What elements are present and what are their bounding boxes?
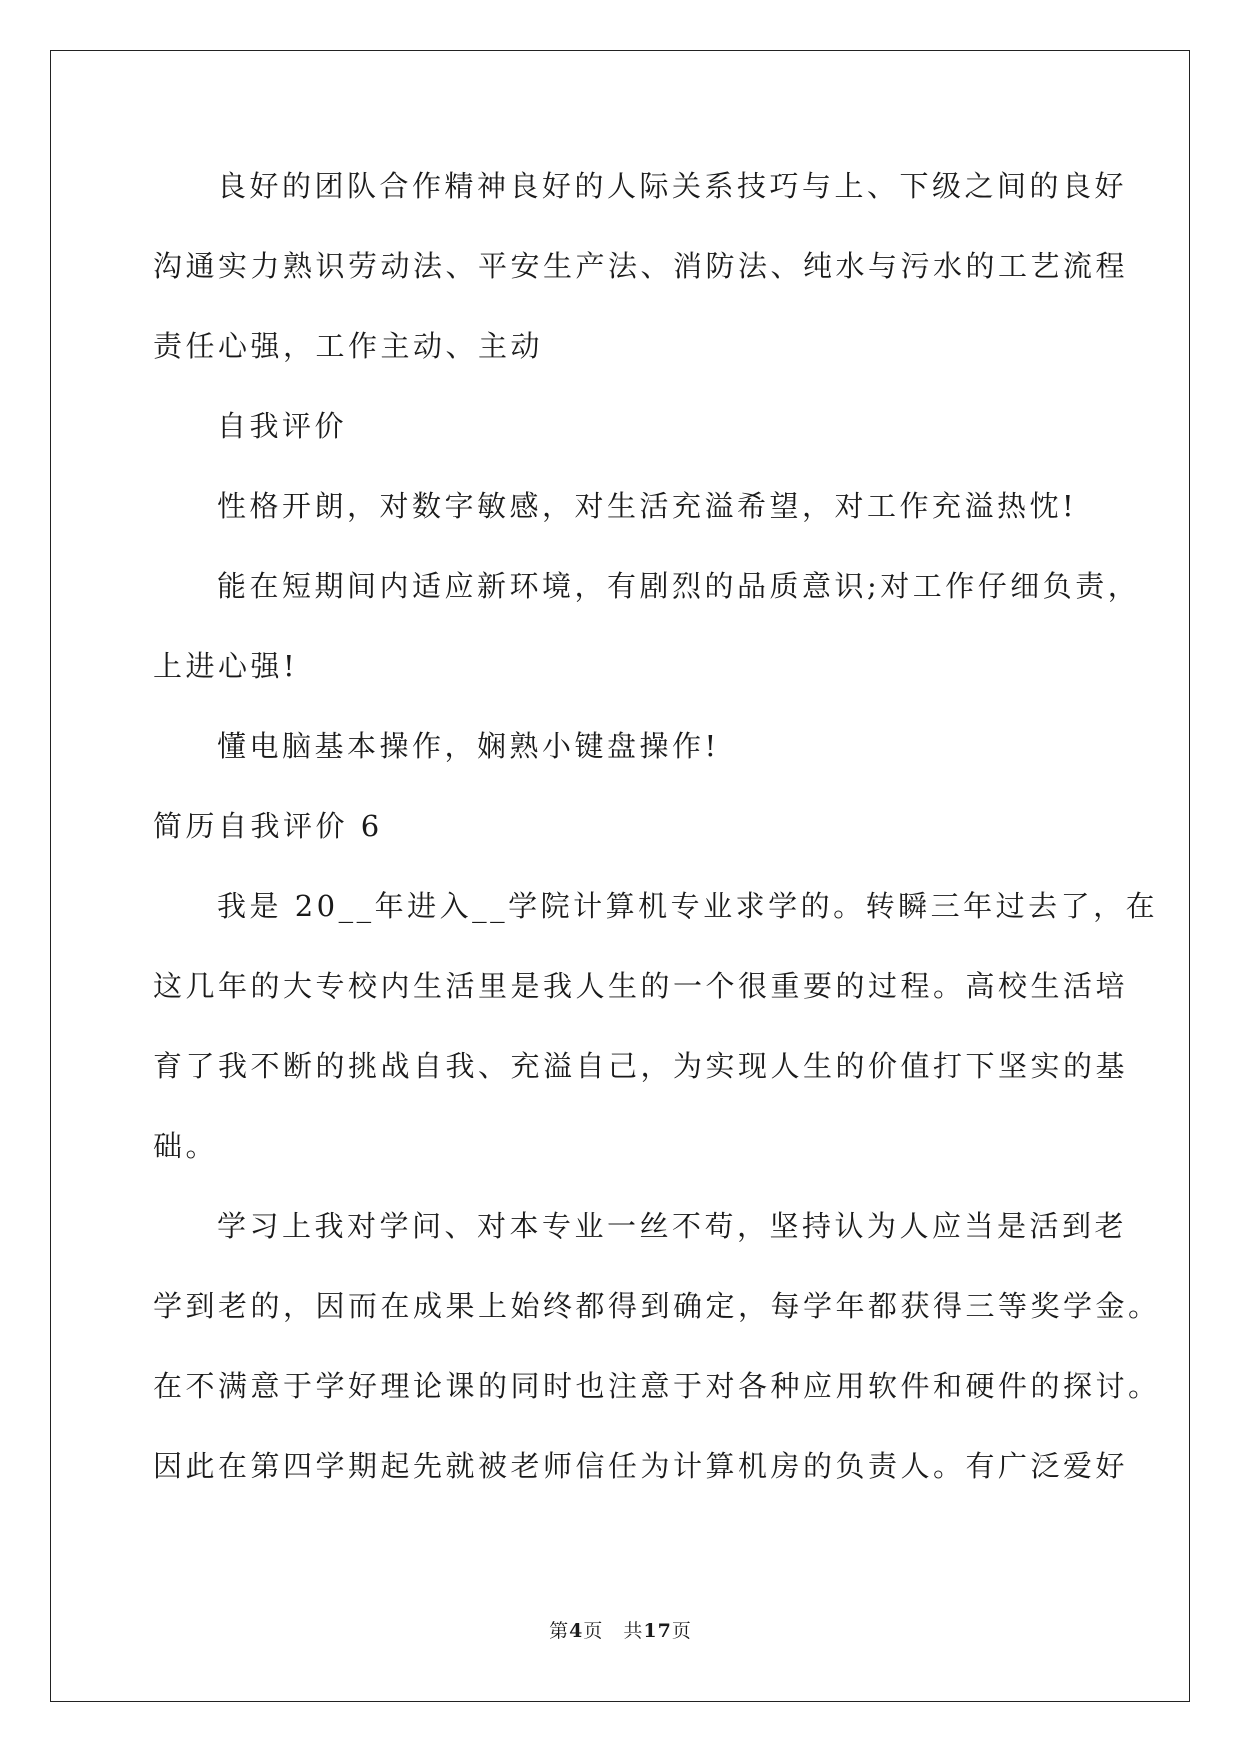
paragraph-line: 学到老的，因而在成果上始终都得到确定，每学年都获得三等奖学金。 [153, 1289, 1161, 1323]
section-heading: 自我评价 [217, 409, 348, 443]
paragraph-line: 性格开朗，对数字敏感，对生活充溢希望，对工作充溢热忱! [217, 489, 1078, 523]
paragraph-line: 这几年的大专校内生活里是我人生的一个很重要的过程。高校生活培 [153, 969, 1129, 1003]
paragraph-line: 在不满意于学好理论课的同时也注意于对各种应用软件和硬件的探讨。 [153, 1369, 1161, 1403]
paragraph-line: 础。 [153, 1129, 219, 1163]
footer-suffix: 页 [671, 1620, 692, 1642]
footer-middle: 页 共 [583, 1620, 644, 1642]
page-footer [0, 1616, 1241, 1643]
paragraph-line: 责任心强，工作主动、主动 [153, 329, 544, 363]
paragraph-line: 沟通实力熟识劳动法、平安生产法、消防法、纯水与污水的工艺流程 [153, 249, 1129, 283]
paragraph-line: 良好的团队合作精神良好的人际关系技巧与上、下级之间的良好 [217, 169, 1128, 203]
section-title: 简历自我评价 6 [153, 809, 383, 843]
paragraph-line: 上进心强! [153, 649, 299, 683]
paragraph-line: 育了我不断的挑战自我、充溢自己，为实现人生的价值打下坚实的基 [153, 1049, 1129, 1083]
paragraph-line: 懂电脑基本操作，娴熟小键盘操作! [217, 729, 720, 763]
footer-prefix: 第 [549, 1620, 570, 1642]
current-page-number: 4 [569, 1620, 584, 1642]
paragraph-line: 学习上我对学问、对本专业一丝不苟，坚持认为人应当是活到老 [217, 1209, 1128, 1243]
paragraph-line: 因此在第四学期起先就被老师信任为计算机房的负责人。有广泛爱好 [153, 1449, 1129, 1483]
paragraph-line: 我是 20__年进入__学院计算机专业求学的。转瞬三年过去了，在 [217, 889, 1159, 923]
paragraph-line: 能在短期间内适应新环境，有剧烈的品质意识;对工作仔细负责， [217, 569, 1141, 603]
total-page-number: 17 [643, 1620, 672, 1642]
